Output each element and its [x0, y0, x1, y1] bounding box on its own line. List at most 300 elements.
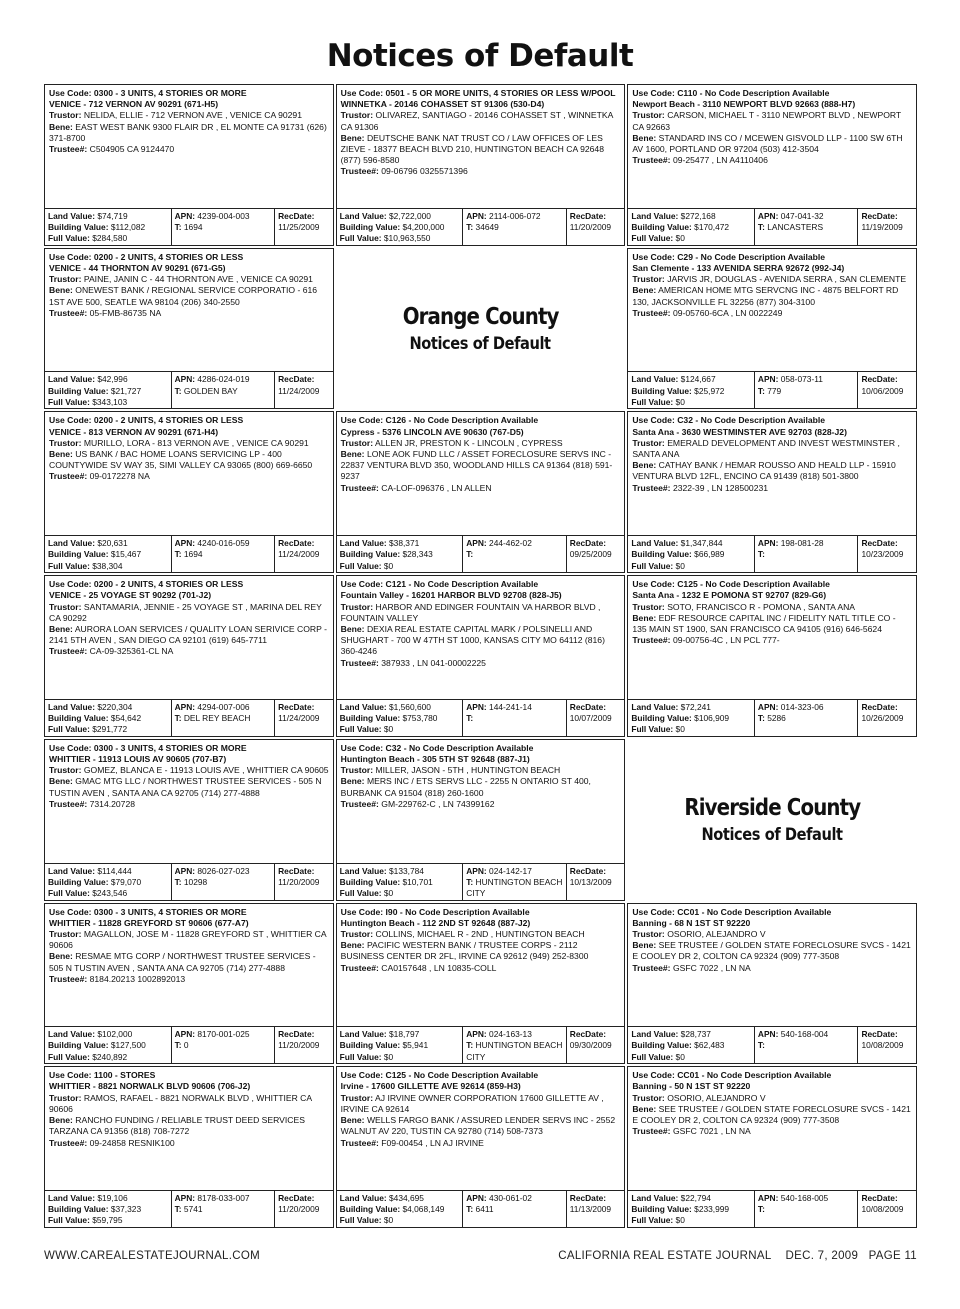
beneficiary	[632, 613, 912, 635]
building-value	[340, 549, 460, 560]
full-value-label: Full Value:	[631, 724, 674, 735]
beneficiary	[49, 1115, 329, 1137]
notice-values	[627, 208, 917, 246]
notice-values	[336, 1190, 626, 1228]
property-address: Newport Beach - 3110 NEWPORT BLVD 92663 (888-H7)	[632, 99, 856, 110]
recdate-label-text: RecDate:	[861, 1192, 898, 1203]
property-address: Santa Ana - 1232 E POMONA ST 92707 (829-G6)	[632, 590, 827, 601]
apn-label: APN:	[466, 1029, 487, 1040]
building-value-label: Building Value:	[48, 713, 109, 724]
use-code: Use Code: C32 - No Code Description Available	[340, 742, 534, 753]
notice-card	[44, 411, 334, 573]
building-value	[631, 1204, 751, 1215]
recdate-label-text: RecDate:	[861, 701, 898, 712]
tract	[175, 1204, 272, 1215]
notice-body	[337, 412, 625, 532]
beneficiary-value: EAST WEST BANK 9300 FLAIR DR , EL MONTE CA 91731 (626) 371-8700	[49, 121, 327, 143]
apn-value: 8026-027-023	[197, 865, 250, 876]
beneficiary-label: Bene:	[49, 285, 73, 296]
trustor-value: ALLEN JR, PRESTON K - LINCOLN , CYPRESS	[375, 437, 563, 448]
full-value-label: Full Value:	[48, 887, 90, 898]
recdate-column	[275, 864, 333, 900]
property-address: Banning - 50 N 1ST ST 92220	[632, 1081, 751, 1092]
trustor-label: Trustor:	[632, 274, 665, 285]
notice-card	[44, 903, 334, 1065]
land-value	[48, 211, 168, 222]
trustor-label: Trustor:	[49, 765, 82, 776]
recdate-value: 10/23/2009	[861, 549, 904, 560]
recdate-label	[278, 211, 330, 222]
apn-label: APN:	[174, 865, 196, 876]
trustee-number-label: Trustee#:	[340, 798, 379, 809]
full-value-label: Full Value:	[48, 1215, 90, 1226]
building-value-value: $28,343	[402, 549, 433, 560]
full-value-value: $243,546	[92, 887, 128, 898]
land-value-label: Land Value:	[48, 374, 96, 385]
tract	[758, 1204, 855, 1215]
trustor	[341, 110, 621, 132]
beneficiary-value: US BANK / BAC HOME LOANS SERVICING LP - 400 COUNTYWIDE SV WAY 35, SIMI VALLEY CA 93065 (800) 669-6650	[49, 449, 313, 471]
trustee-number-value: 09-0172278 NA	[89, 471, 150, 482]
recdate-column	[275, 372, 333, 408]
tract-label: T:	[466, 1040, 474, 1051]
notice-values	[627, 1026, 917, 1064]
building-value	[48, 1204, 168, 1215]
apn	[466, 1029, 563, 1040]
recdate-value: 10/06/2009	[861, 385, 904, 396]
tract-value: DEL REY BEACH	[183, 713, 251, 724]
recdate-value: 11/24/2009	[278, 385, 320, 396]
land-value	[340, 866, 460, 877]
tract-value: 6411	[475, 1204, 494, 1215]
tract-label: T:	[466, 221, 474, 232]
recdate-value: 10/07/2009	[569, 713, 612, 724]
apn-label: APN:	[174, 701, 196, 712]
full-value	[340, 1215, 460, 1226]
tract-value: 1694	[183, 221, 203, 232]
apn-column	[463, 536, 567, 572]
recdate-value: 09/30/2009	[569, 1040, 612, 1051]
apn-label: APN:	[466, 538, 487, 549]
apn-value: 430-061-02	[489, 1192, 532, 1203]
section-title: Riverside County	[684, 794, 861, 821]
full-value	[340, 233, 460, 244]
building-value-label: Building Value:	[48, 876, 109, 887]
values-column	[45, 536, 172, 572]
apn	[466, 1193, 563, 1204]
trustor-label: Trustor:	[632, 110, 665, 121]
tract-value: HUNTINGTON BEACH CITY	[466, 876, 563, 898]
notice-card	[44, 84, 334, 246]
full-value-value: $0	[383, 724, 394, 735]
property-address: WINNETKA - 20146 COHASSET ST 91306 (530-D4)	[340, 99, 545, 110]
full-value-label: Full Value:	[48, 724, 90, 735]
recdate-value: 11/20/2009	[278, 1040, 320, 1051]
apn	[466, 866, 563, 877]
notice-values	[44, 535, 334, 573]
notice-body	[628, 576, 916, 696]
property-address: Fountain Valley - 16201 HARBOR BLVD 92708 (828-J5)	[340, 590, 562, 601]
values-column	[628, 700, 755, 736]
trustor-value: JARVIS JR, DOUGLAS - AVENIDA SERRA , SAN CLEMENTE	[667, 274, 907, 285]
full-value-value: $0	[675, 1051, 685, 1062]
tract	[466, 713, 563, 724]
apn	[466, 538, 563, 549]
land-value-label: Land Value:	[339, 538, 387, 549]
notice-body	[628, 1067, 916, 1187]
notice-card	[44, 248, 334, 410]
full-value	[340, 888, 460, 899]
beneficiary-value: AMERICAN HOME MTG SERVCNG INC - 4875 BELFORT RD 130, JACKSONVILLE FL 32256 (877) 304-3100	[632, 285, 899, 307]
property-address: Banning - 68 N 1ST ST 92220	[632, 917, 751, 928]
trustee-number-label: Trustee#:	[49, 1137, 88, 1148]
use-code: Use Code: 0300 - 3 UNITS, 4 STORIES OR MORE	[49, 742, 247, 753]
notice-values	[336, 863, 626, 901]
apn-column	[755, 1027, 859, 1063]
land-value	[340, 538, 460, 549]
land-value-label: Land Value:	[48, 701, 96, 712]
use-code: Use Code: C110 - No Code Description Available	[632, 88, 830, 98]
tract	[466, 222, 563, 233]
trustee-number	[632, 635, 912, 646]
values-column	[337, 1191, 464, 1227]
tract-value: 10298	[183, 876, 208, 887]
use-code: Use Code: C32 - No Code Description Available	[632, 415, 826, 426]
trustee-number	[632, 155, 912, 166]
notice-card	[627, 84, 917, 246]
recdate-column	[275, 1027, 333, 1063]
building-value-label: Building Value:	[48, 1204, 109, 1215]
land-value-label: Land Value:	[631, 701, 679, 712]
tract-label: T:	[466, 549, 474, 560]
tract	[175, 877, 272, 888]
land-value	[631, 538, 751, 549]
trustee-number-label: Trustee#:	[632, 482, 671, 493]
trustee-number-value: 8184.20213 1002892013	[89, 973, 186, 984]
beneficiary-value: LONE AOK FUND LLC / ASSET FORECLOSURE SERVS INC - 22837 VENTURA BLVD 350, WOODLAND HILLS CA 91364 (818) 591-9237	[340, 449, 613, 482]
notice-body	[45, 249, 333, 369]
apn-column	[172, 1191, 276, 1227]
recdate-value: 10/08/2009	[861, 1204, 904, 1215]
full-value	[631, 1052, 751, 1063]
trustee-number-value: 7314.20728	[89, 798, 136, 809]
land-value-value: $74,719	[97, 210, 128, 221]
recdate-label	[861, 1193, 913, 1204]
recdate-label-text: RecDate:	[278, 701, 315, 712]
recdate-column	[275, 700, 333, 736]
apn-column	[463, 1027, 567, 1063]
full-value-value: $0	[383, 1051, 394, 1062]
building-value-label: Building Value:	[339, 549, 401, 560]
beneficiary-label: Bene:	[340, 1115, 365, 1126]
recdate-label	[278, 702, 330, 713]
trustor	[632, 110, 912, 132]
recdate-label	[570, 538, 622, 549]
footer-journal: CALIFORNIA REAL ESTATE JOURNAL	[558, 1250, 772, 1262]
full-value-value: $38,304	[92, 560, 123, 571]
property-address: VENICE - 44 THORNTON AV 90291 (671-G5)	[49, 262, 226, 273]
trustor	[341, 765, 621, 776]
notice-body	[45, 576, 333, 696]
trustor-label: Trustor:	[340, 1092, 374, 1103]
trustor-value: CARSON, MICHAEL T - 3110 NEWPORT BLVD , NEWPORT CA 92663	[632, 110, 902, 132]
trustee-number-value: F09-00454 , LN AJ IRVINE	[381, 1137, 484, 1148]
land-value	[631, 1029, 751, 1040]
building-value	[631, 222, 751, 233]
property-address: VENICE - 712 VERNON AV 90291 (671-H5)	[49, 99, 219, 110]
trustor-label: Trustor:	[340, 110, 374, 121]
recdate-value: 09/25/2009	[569, 549, 612, 560]
beneficiary-label: Bene:	[632, 612, 657, 623]
trustor	[632, 274, 912, 285]
trustee-number	[49, 1138, 329, 1149]
trustee-number-label: Trustee#:	[632, 155, 671, 166]
trustor-label: Trustor:	[340, 601, 374, 612]
trustee-number-label: Trustee#:	[340, 962, 379, 973]
land-value-value: $18,797	[389, 1029, 420, 1040]
values-column	[45, 372, 172, 408]
tract-label: T:	[757, 1204, 765, 1215]
full-value	[48, 724, 168, 735]
full-value	[631, 233, 751, 244]
trustor-label: Trustor:	[340, 765, 374, 776]
full-value-value: $0	[383, 887, 394, 898]
recdate-label-text: RecDate:	[861, 374, 898, 385]
trustor-label: Trustor:	[49, 110, 82, 121]
apn-label: APN:	[174, 1192, 196, 1203]
use-code: Use Code: 0200 - 2 UNITS, 4 STORIES OR LESS	[49, 415, 244, 426]
building-value	[631, 386, 751, 397]
use-code: Use Code: I90 - No Code Description Available	[340, 906, 530, 917]
apn-column	[172, 1027, 276, 1063]
trustor-label: Trustor:	[49, 437, 82, 448]
notice-card	[627, 1066, 917, 1228]
beneficiary	[632, 285, 912, 307]
apn	[175, 1193, 272, 1204]
building-value-value: $127,500	[110, 1040, 146, 1051]
notice-body	[45, 904, 333, 1024]
notice-body	[337, 576, 625, 696]
recdate-column	[567, 1191, 625, 1227]
land-value-value: $1,560,600	[389, 701, 431, 712]
land-value-value: $20,631	[97, 538, 128, 549]
trustor-value: GOMEZ, BLANCA E - 11913 LOUIS AVE , WHITTIER CA 90605	[83, 765, 329, 776]
apn-column	[172, 372, 276, 408]
notice-values	[44, 208, 334, 246]
apn-label: APN:	[757, 538, 779, 549]
use-code: Use Code: C121 - No Code Description Available	[340, 579, 539, 590]
trustee-number-value: 2322-39 , LN 128500231	[672, 482, 769, 493]
beneficiary-label: Bene:	[632, 1103, 657, 1114]
full-value-label: Full Value:	[339, 233, 382, 244]
trustor-value: AJ IRVINE OWNER CORPORATION 17600 GILLETTE AV , IRVINE CA 92614	[340, 1092, 604, 1114]
use-code: Use Code: CC01 - No Code Description Available	[632, 1070, 832, 1081]
trustor	[341, 438, 621, 449]
trustee-number	[341, 658, 621, 669]
beneficiary-label: Bene:	[632, 940, 657, 951]
trustee-number	[632, 1126, 912, 1137]
trustor-value: COLLINS, MICHAEL R - 2ND , HUNTINGTON BEACH	[375, 928, 585, 939]
use-code: Use Code: C29 - No Code Description Available	[632, 251, 826, 262]
notice-card	[627, 903, 917, 1065]
full-value	[340, 1052, 460, 1063]
apn-column	[755, 209, 859, 245]
tract	[175, 549, 272, 560]
trustee-number-label: Trustee#:	[49, 471, 88, 482]
tract	[758, 713, 855, 724]
beneficiary	[49, 122, 329, 144]
building-value-label: Building Value:	[631, 549, 692, 560]
trustee-number-label: Trustee#:	[49, 798, 88, 809]
apn	[175, 374, 272, 385]
tract-label: T:	[466, 876, 474, 887]
building-value-label: Building Value:	[48, 549, 109, 560]
land-value-label: Land Value:	[339, 865, 387, 876]
land-value	[340, 211, 460, 222]
property-address: Cypress - 5376 LINCOLN AVE 90630 (767-D5)	[340, 426, 524, 437]
tract-value: 5741	[183, 1204, 203, 1215]
full-value-value: $0	[675, 233, 685, 244]
building-value-value: $4,200,000	[402, 221, 445, 232]
recdate-label	[861, 702, 913, 713]
trustee-number	[632, 483, 912, 494]
notice-values	[44, 1190, 334, 1228]
tract-label: T:	[174, 1040, 182, 1051]
recdate-label-text: RecDate:	[278, 865, 315, 876]
land-value	[631, 211, 751, 222]
full-value	[48, 233, 168, 244]
recdate-label	[861, 1029, 913, 1040]
apn-label: APN:	[757, 701, 779, 712]
land-value-value: $42,996	[97, 374, 128, 385]
recdate-value: 11/25/2009	[278, 221, 320, 232]
recdate-column	[567, 1027, 625, 1063]
notice-body	[337, 85, 625, 205]
apn-value: 024-142-17	[489, 865, 532, 876]
trustee-number-value: GM-229762-C , LN 74399162	[381, 798, 495, 809]
trustor	[632, 602, 912, 613]
trustee-number-value: 09-05760-6CA , LN 0022249	[672, 307, 783, 318]
trustee-number	[49, 308, 329, 319]
apn	[758, 702, 855, 713]
apn-column	[172, 700, 276, 736]
notice-card	[336, 84, 626, 246]
beneficiary-label: Bene:	[340, 132, 365, 143]
trustor	[632, 929, 912, 940]
full-value-label: Full Value:	[339, 1215, 382, 1226]
use-code: Use Code: 0501 - 5 OR MORE UNITS, 4 STORIES OR LESS W/POOL	[340, 88, 616, 98]
apn	[466, 211, 563, 222]
apn-label: APN:	[466, 701, 487, 712]
recdate-value: 10/13/2009	[569, 876, 612, 887]
trustor-value: RAMOS, RAFAEL - 8821 NORWALK BLVD , WHITTIER CA 90606	[49, 1092, 312, 1114]
building-value-value: $112,082	[110, 221, 146, 232]
building-value	[340, 877, 460, 888]
land-value-label: Land Value:	[48, 865, 96, 876]
land-value-label: Land Value:	[48, 538, 96, 549]
property-address: VENICE - 25 VOYAGE ST 90292 (701-J2)	[49, 590, 212, 601]
tract-label: T:	[757, 549, 765, 560]
recdate-column	[567, 864, 625, 900]
values-column	[337, 864, 464, 900]
tract-label: T:	[466, 1204, 474, 1215]
full-value-value: $59,795	[92, 1215, 123, 1226]
trustor-label: Trustor:	[340, 928, 374, 939]
tract-value: 34649	[475, 221, 499, 232]
land-value-label: Land Value:	[631, 1029, 679, 1040]
apn-value: 024-163-13	[489, 1029, 532, 1040]
building-value-label: Building Value:	[631, 221, 692, 232]
apn-column	[463, 864, 567, 900]
tract-label: T:	[757, 385, 765, 396]
trustor-label: Trustor:	[632, 437, 665, 448]
trustor-value: OSORIO, ALEJANDRO V	[667, 1092, 766, 1103]
full-value	[48, 1052, 168, 1063]
apn-label: APN:	[174, 1029, 196, 1040]
building-value	[48, 713, 168, 724]
building-value	[48, 877, 168, 888]
land-value-label: Land Value:	[631, 538, 679, 549]
full-value-value: $284,580	[92, 233, 128, 244]
full-value-label: Full Value:	[48, 560, 90, 571]
notice-body	[45, 412, 333, 532]
apn-value: 047-041-32	[780, 210, 824, 221]
beneficiary-label: Bene:	[49, 121, 73, 132]
beneficiary	[49, 285, 329, 307]
tract	[758, 1040, 855, 1051]
tract-value: HUNTINGTON BEACH CITY	[466, 1040, 563, 1062]
building-value-value: $37,323	[110, 1204, 142, 1215]
tract	[758, 222, 855, 233]
apn-value: 198-081-28	[780, 538, 824, 549]
footer-website[interactable]: WWW.CAREALESTATEJOURNAL.COM	[44, 1250, 260, 1262]
notice-body	[337, 740, 625, 860]
notices-grid	[44, 84, 917, 1228]
apn	[758, 538, 855, 549]
beneficiary	[632, 940, 912, 962]
notice-values	[44, 699, 334, 737]
tract-label: T:	[174, 713, 182, 724]
notice-card	[627, 575, 917, 737]
tract-value: GOLDEN BAY	[183, 385, 238, 396]
trustee-number	[341, 483, 621, 494]
recdate-label-text: RecDate:	[569, 1029, 607, 1040]
notice-body	[45, 740, 333, 860]
values-column	[45, 864, 172, 900]
land-value-label: Land Value:	[339, 1029, 387, 1040]
beneficiary-label: Bene:	[49, 951, 73, 962]
full-value	[340, 724, 460, 735]
land-value-value: $220,304	[97, 701, 133, 712]
values-column	[628, 1027, 755, 1063]
notice-values	[44, 863, 334, 901]
use-code: Use Code: 0200 - 2 UNITS, 4 STORIES OR LESS	[49, 579, 244, 590]
land-value	[48, 374, 168, 385]
beneficiary	[341, 133, 621, 167]
building-value-label: Building Value:	[48, 1040, 109, 1051]
tract	[466, 877, 563, 899]
apn-label: APN:	[757, 1192, 779, 1203]
notice-body	[628, 85, 916, 205]
trustor-value: HARBOR AND EDINGER FOUNTAIN VA HARBOR BLVD , FOUNTAIN VALLEY	[340, 601, 601, 623]
apn-value: 8170-001-025	[197, 1029, 250, 1040]
recdate-value: 11/13/2009	[569, 1204, 612, 1215]
land-value	[631, 374, 751, 385]
tract-value: 1694	[183, 549, 203, 560]
values-column	[45, 209, 172, 245]
property-address: WHITTIER - 11913 LOUIS AV 90605 (707-B7)	[49, 754, 227, 765]
property-address: Santa Ana - 3630 WESTMINSTER AVE 92703 (828-J2)	[632, 426, 847, 437]
